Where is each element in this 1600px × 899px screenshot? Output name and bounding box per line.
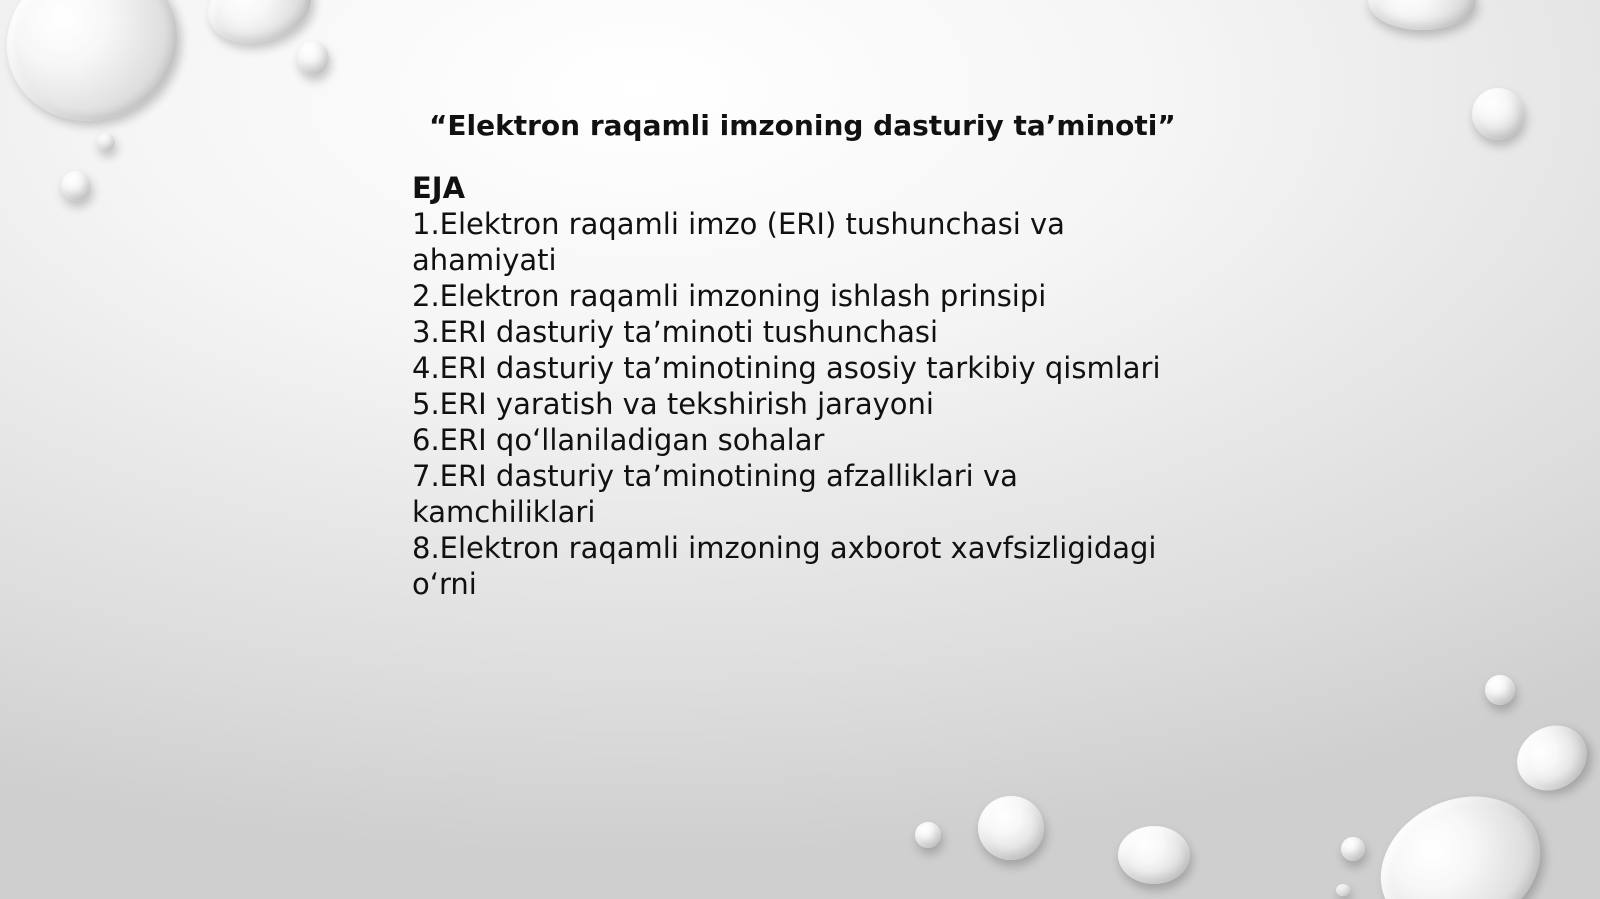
water-drop-decoration — [1358, 771, 1562, 899]
water-drop-decoration — [1472, 88, 1524, 140]
water-drop-decoration — [978, 796, 1044, 860]
agenda-item: 1.Elektron raqamli imzo (ERI) tushunchasi va ahamiyati — [412, 207, 1065, 278]
water-drop-decoration — [1336, 884, 1350, 896]
water-drop-decoration — [0, 0, 200, 145]
agenda-item: 2.Elektron raqamli imzoning ishlash prinsipi — [412, 279, 1047, 314]
agenda-item: 4.ERI dasturiy ta’minotining asosiy tarkibiy qismlari — [412, 351, 1161, 386]
agenda-item: 3.ERI dasturiy ta’minoti tushunchasi — [412, 315, 939, 350]
slide-title: “Elektron raqamli imzoning dasturiy ta’minoti” — [429, 109, 1176, 142]
water-drop-decoration — [915, 822, 941, 848]
water-drop-decoration — [297, 41, 329, 75]
agenda-item: 6.ERI qo‘llaniladigan sohalar — [412, 423, 825, 458]
agenda-item: 7.ERI dasturiy ta’minotining afzalliklari va kamchiliklari — [412, 459, 1018, 530]
water-drop-decoration — [1341, 837, 1365, 861]
water-drop-decoration — [1118, 826, 1190, 884]
agenda-item: 8.Elektron raqamli imzoning axborot xavfsizligidagi o‘rni — [412, 531, 1157, 602]
water-drop-decoration — [1368, 0, 1476, 30]
water-drop-decoration — [97, 133, 115, 151]
water-drop-decoration — [1505, 713, 1598, 803]
water-drop-decoration — [1485, 675, 1515, 705]
slide-content — [412, 108, 1202, 602]
agenda-heading: EJA — [412, 171, 466, 206]
agenda-item: 5.ERI yaratish va tekshirish jarayoni — [412, 387, 934, 422]
water-drop-decoration — [61, 171, 91, 201]
agenda-list — [412, 206, 1202, 602]
